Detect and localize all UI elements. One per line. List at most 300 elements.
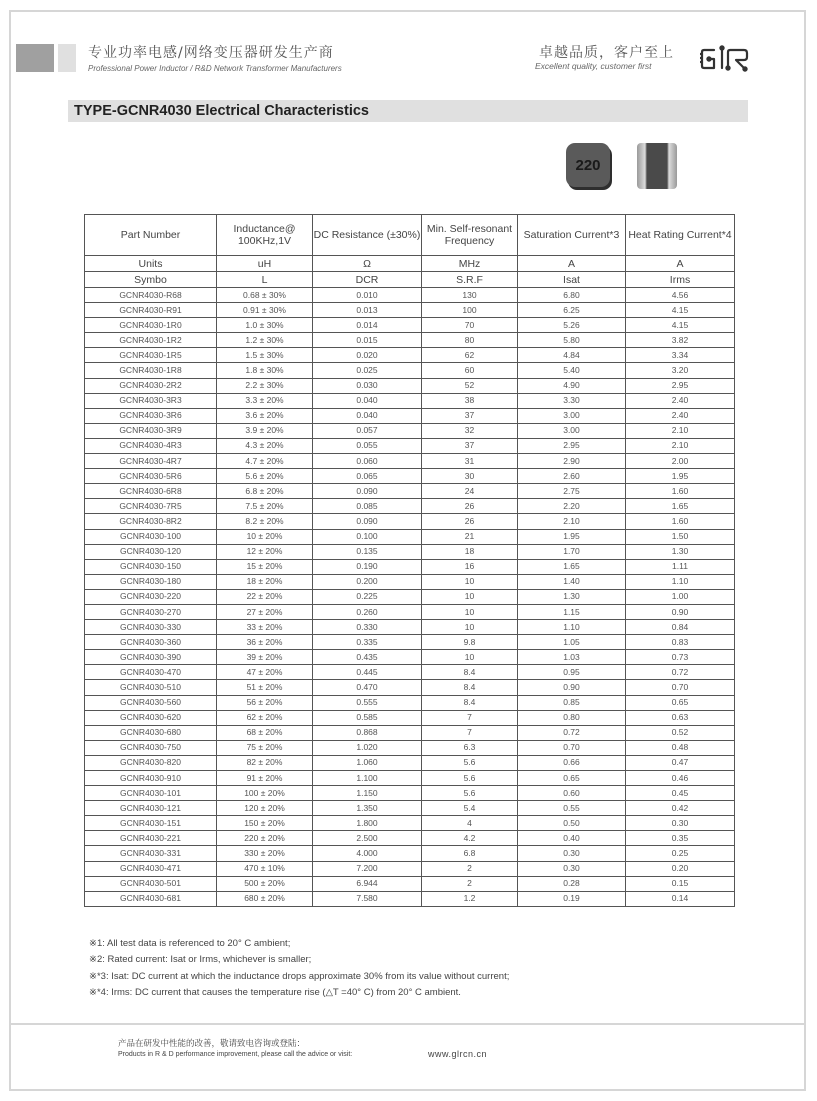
cell-dcr: 0.190: [313, 559, 422, 574]
cell-isat: 1.10: [518, 620, 626, 635]
cell-dcr: 1.800: [313, 816, 422, 831]
cell-part-number: GCNR4030-620: [85, 710, 217, 725]
cell-inductance: 39 ± 20%: [217, 650, 313, 665]
cell-irms: 4.15: [626, 318, 735, 333]
cell-inductance: 4.3 ± 20%: [217, 438, 313, 453]
cell-inductance: 68 ± 20%: [217, 725, 313, 740]
cell-irms: 0.15: [626, 876, 735, 891]
header-part-number: Part Number: [85, 215, 217, 256]
cell-part-number: GCNR4030-151: [85, 816, 217, 831]
table-row: [85, 363, 735, 378]
cell-irms: 0.90: [626, 604, 735, 619]
cell-srf: 8.4: [422, 665, 518, 680]
table-row: [85, 861, 735, 876]
cell-inductance: 0.91 ± 30%: [217, 303, 313, 318]
cell-inductance: 220 ± 20%: [217, 831, 313, 846]
unit-cell: A: [518, 256, 626, 272]
cell-inductance: 15 ± 20%: [217, 559, 313, 574]
cell-irms: 2.10: [626, 438, 735, 453]
cell-isat: 0.50: [518, 816, 626, 831]
cell-part-number: GCNR4030-680: [85, 725, 217, 740]
note-2: ※2: Rated current: Isat or Irms, whichever is smaller;: [89, 954, 312, 966]
table-row: [85, 408, 735, 423]
cell-isat: 0.19: [518, 891, 626, 906]
cell-inductance: 470 ± 10%: [217, 861, 313, 876]
cell-part-number: GCNR4030-820: [85, 755, 217, 770]
cell-part-number: GCNR4030-7R5: [85, 499, 217, 514]
cell-dcr: 0.585: [313, 710, 422, 725]
cell-inductance: 18 ± 20%: [217, 574, 313, 589]
cell-srf: 7: [422, 725, 518, 740]
table-row: [85, 438, 735, 453]
cell-inductance: 0.68 ± 30%: [217, 288, 313, 303]
table-row: [85, 710, 735, 725]
cell-srf: 16: [422, 559, 518, 574]
table-row: [85, 499, 735, 514]
table-row: [85, 318, 735, 333]
cell-srf: 62: [422, 348, 518, 363]
cell-dcr: 0.085: [313, 499, 422, 514]
cell-srf: 37: [422, 408, 518, 423]
table-row: [85, 876, 735, 891]
table-row: [85, 755, 735, 770]
cell-part-number: GCNR4030-750: [85, 740, 217, 755]
cell-part-number: GCNR4030-360: [85, 635, 217, 650]
cell-inductance: 62 ± 20%: [217, 710, 313, 725]
cell-part-number: GCNR4030-3R6: [85, 408, 217, 423]
cell-irms: 1.95: [626, 469, 735, 484]
cell-isat: 0.55: [518, 801, 626, 816]
cell-dcr: 0.020: [313, 348, 422, 363]
table-row: [85, 891, 735, 906]
cell-isat: 1.03: [518, 650, 626, 665]
table-row: [85, 846, 735, 861]
cell-dcr: 7.580: [313, 891, 422, 906]
cell-irms: 1.11: [626, 559, 735, 574]
cell-irms: 4.56: [626, 288, 735, 303]
cell-inductance: 82 ± 20%: [217, 755, 313, 770]
cell-isat: 5.80: [518, 333, 626, 348]
cell-inductance: 1.5 ± 30%: [217, 348, 313, 363]
cell-srf: 2: [422, 876, 518, 891]
header-dc-resistance: DC Resistance (±30%): [313, 215, 422, 256]
cell-dcr: 0.470: [313, 680, 422, 695]
cell-isat: 4.84: [518, 348, 626, 363]
cell-irms: 4.15: [626, 303, 735, 318]
cell-srf: 80: [422, 333, 518, 348]
table-row: [85, 454, 735, 469]
cell-dcr: 0.100: [313, 529, 422, 544]
cell-irms: 3.34: [626, 348, 735, 363]
symbol-cell: L: [217, 272, 313, 288]
table-row: [85, 725, 735, 740]
cell-isat: 0.90: [518, 680, 626, 695]
table-row: [85, 665, 735, 680]
cell-part-number: GCNR4030-330: [85, 620, 217, 635]
table-row: [85, 816, 735, 831]
symbol-cell: DCR: [313, 272, 422, 288]
cell-srf: 10: [422, 574, 518, 589]
cell-dcr: 6.944: [313, 876, 422, 891]
cell-part-number: GCNR4030-121: [85, 801, 217, 816]
cell-inductance: 500 ± 20%: [217, 876, 313, 891]
cell-inductance: 680 ± 20%: [217, 891, 313, 906]
cell-inductance: 330 ± 20%: [217, 846, 313, 861]
cell-inductance: 1.8 ± 30%: [217, 363, 313, 378]
cell-isat: 1.05: [518, 635, 626, 650]
cell-inductance: 5.6 ± 20%: [217, 469, 313, 484]
cell-srf: 10: [422, 620, 518, 635]
footer-text-cn: 产品在研发中性能的改善，敬请致电咨询或登陆：: [118, 1039, 306, 1049]
cell-irms: 0.14: [626, 891, 735, 906]
cell-dcr: 0.335: [313, 635, 422, 650]
cell-dcr: 7.200: [313, 861, 422, 876]
unit-cell: Ω: [313, 256, 422, 272]
cell-inductance: 3.6 ± 20%: [217, 408, 313, 423]
cell-isat: 4.90: [518, 378, 626, 393]
cell-isat: 3.00: [518, 408, 626, 423]
table-row: [85, 393, 735, 408]
cell-part-number: GCNR4030-180: [85, 574, 217, 589]
cell-dcr: 4.000: [313, 846, 422, 861]
cell-part-number: GCNR4030-1R8: [85, 363, 217, 378]
cell-inductance: 75 ± 20%: [217, 740, 313, 755]
table-row: [85, 680, 735, 695]
cell-irms: 0.70: [626, 680, 735, 695]
cell-srf: 21: [422, 529, 518, 544]
cell-isat: 2.10: [518, 514, 626, 529]
cell-irms: 0.73: [626, 650, 735, 665]
symbol-cell: Irms: [626, 272, 735, 288]
cell-dcr: 1.350: [313, 801, 422, 816]
cell-srf: 24: [422, 484, 518, 499]
cell-isat: 1.95: [518, 529, 626, 544]
symbol-cell: Isat: [518, 272, 626, 288]
table-row: [85, 620, 735, 635]
cell-inductance: 36 ± 20%: [217, 635, 313, 650]
cell-srf: 26: [422, 514, 518, 529]
table-row: [85, 544, 735, 559]
header-srf: Min. Self-resonant Frequency: [422, 215, 518, 256]
cell-inductance: 3.9 ± 20%: [217, 423, 313, 438]
glr-logo-icon: [700, 44, 752, 74]
cell-irms: 0.72: [626, 665, 735, 680]
cell-inductance: 1.0 ± 30%: [217, 318, 313, 333]
footer-text-en: Products in R & D performance improvement, please call the advice or visit:: [118, 1051, 353, 1058]
cell-part-number: GCNR4030-221: [85, 831, 217, 846]
cell-irms: 0.45: [626, 786, 735, 801]
cell-isat: 1.65: [518, 559, 626, 574]
header-inductance: Inductance@ 100KHz,1V: [217, 215, 313, 256]
cell-dcr: 1.100: [313, 771, 422, 786]
cell-part-number: GCNR4030-560: [85, 695, 217, 710]
cell-isat: 0.80: [518, 710, 626, 725]
cell-srf: 30: [422, 469, 518, 484]
table-units-row: [85, 256, 735, 272]
cell-dcr: 0.057: [313, 423, 422, 438]
cell-isat: 6.25: [518, 303, 626, 318]
cell-dcr: 0.055: [313, 438, 422, 453]
cell-part-number: GCNR4030-2R2: [85, 378, 217, 393]
slogan-cn: 卓越品质，客户至上: [539, 45, 674, 61]
cell-dcr: 0.225: [313, 589, 422, 604]
cell-dcr: 0.014: [313, 318, 422, 333]
unit-cell: MHz: [422, 256, 518, 272]
cell-isat: 1.15: [518, 604, 626, 619]
cell-isat: 0.65: [518, 771, 626, 786]
header-heat-rating-current: Heat Rating Current*4: [626, 215, 735, 256]
cell-part-number: GCNR4030-3R3: [85, 393, 217, 408]
cell-isat: 1.70: [518, 544, 626, 559]
cell-part-number: GCNR4030-6R8: [85, 484, 217, 499]
cell-srf: 10: [422, 589, 518, 604]
cell-dcr: 1.150: [313, 786, 422, 801]
cell-inductance: 1.2 ± 30%: [217, 333, 313, 348]
cell-dcr: 2.500: [313, 831, 422, 846]
cell-srf: 18: [422, 544, 518, 559]
cell-inductance: 10 ± 20%: [217, 529, 313, 544]
cell-irms: 0.48: [626, 740, 735, 755]
cell-inductance: 91 ± 20%: [217, 771, 313, 786]
cell-isat: 0.72: [518, 725, 626, 740]
cell-dcr: 0.330: [313, 620, 422, 635]
table-row: [85, 469, 735, 484]
cell-irms: 2.95: [626, 378, 735, 393]
cell-inductance: 4.7 ± 20%: [217, 454, 313, 469]
cell-irms: 0.84: [626, 620, 735, 635]
cell-srf: 5.6: [422, 771, 518, 786]
cell-inductance: 47 ± 20%: [217, 665, 313, 680]
unit-cell: Units: [85, 256, 217, 272]
cell-part-number: GCNR4030-501: [85, 876, 217, 891]
cell-irms: 0.63: [626, 710, 735, 725]
table-row: [85, 650, 735, 665]
cell-irms: 2.40: [626, 393, 735, 408]
header-saturation-current: Saturation Current*3: [518, 215, 626, 256]
cell-irms: 2.40: [626, 408, 735, 423]
cell-part-number: GCNR4030-471: [85, 861, 217, 876]
cell-srf: 1.2: [422, 891, 518, 906]
table-row: [85, 484, 735, 499]
cell-isat: 2.90: [518, 454, 626, 469]
cell-isat: 3.30: [518, 393, 626, 408]
table-row: [85, 695, 735, 710]
cell-dcr: 0.040: [313, 393, 422, 408]
table-header-row: [85, 215, 735, 256]
cell-dcr: 0.013: [313, 303, 422, 318]
cell-srf: 7: [422, 710, 518, 725]
notes: [89, 936, 509, 1001]
symbol-cell: S.R.F: [422, 272, 518, 288]
cell-srf: 6.3: [422, 740, 518, 755]
cell-inductance: 120 ± 20%: [217, 801, 313, 816]
cell-irms: 1.65: [626, 499, 735, 514]
cell-srf: 5.6: [422, 755, 518, 770]
table-row: [85, 771, 735, 786]
cell-srf: 4: [422, 816, 518, 831]
cell-inductance: 3.3 ± 20%: [217, 393, 313, 408]
cell-part-number: GCNR4030-270: [85, 604, 217, 619]
cell-irms: 1.60: [626, 484, 735, 499]
cell-srf: 130: [422, 288, 518, 303]
cell-inductance: 51 ± 20%: [217, 680, 313, 695]
cell-part-number: GCNR4030-390: [85, 650, 217, 665]
inductor-side-photo: [637, 143, 677, 189]
cell-part-number: GCNR4030-150: [85, 559, 217, 574]
cell-isat: 0.70: [518, 740, 626, 755]
cell-irms: 1.10: [626, 574, 735, 589]
cell-srf: 52: [422, 378, 518, 393]
cell-irms: 0.25: [626, 846, 735, 861]
cell-isat: 0.28: [518, 876, 626, 891]
cell-irms: 3.82: [626, 333, 735, 348]
cell-part-number: GCNR4030-3R9: [85, 423, 217, 438]
section-title: TYPE-GCNR4030 Electrical Characteristics: [74, 103, 369, 119]
cell-irms: 1.60: [626, 514, 735, 529]
note-4: ※*4: Irms: DC current that causes the temperature rise (△T =40° C) from 20° C ambient.: [89, 986, 461, 998]
cell-dcr: 0.868: [313, 725, 422, 740]
cell-srf: 8.4: [422, 680, 518, 695]
cell-part-number: GCNR4030-8R2: [85, 514, 217, 529]
cell-srf: 10: [422, 604, 518, 619]
cell-irms: 0.20: [626, 861, 735, 876]
note-3: ※*3: Isat: DC current at which the inductance drops approximate 30% from its value without current;: [89, 970, 510, 982]
cell-part-number: GCNR4030-4R3: [85, 438, 217, 453]
cell-isat: 1.30: [518, 589, 626, 604]
cell-inductance: 7.5 ± 20%: [217, 499, 313, 514]
cell-dcr: 0.030: [313, 378, 422, 393]
cell-isat: 0.85: [518, 695, 626, 710]
unit-cell: uH: [217, 256, 313, 272]
cell-irms: 1.50: [626, 529, 735, 544]
cell-srf: 37: [422, 438, 518, 453]
header-decor-block-light: [58, 44, 76, 72]
cell-part-number: GCNR4030-910: [85, 771, 217, 786]
electrical-characteristics-table: [84, 214, 735, 907]
unit-cell: A: [626, 256, 735, 272]
cell-irms: 0.47: [626, 755, 735, 770]
cell-isat: 5.26: [518, 318, 626, 333]
table-row: [85, 604, 735, 619]
table-row: [85, 303, 735, 318]
cell-dcr: 0.010: [313, 288, 422, 303]
cell-isat: 0.95: [518, 665, 626, 680]
cell-part-number: GCNR4030-100: [85, 529, 217, 544]
cell-isat: 2.20: [518, 499, 626, 514]
cell-srf: 6.8: [422, 846, 518, 861]
table-row: [85, 378, 735, 393]
cell-isat: 0.30: [518, 861, 626, 876]
cell-isat: 2.95: [518, 438, 626, 453]
table-row: [85, 423, 735, 438]
inductor-top-photo: [566, 143, 610, 187]
cell-dcr: 1.060: [313, 755, 422, 770]
table-row: [85, 348, 735, 363]
cell-isat: 0.60: [518, 786, 626, 801]
cell-inductance: 27 ± 20%: [217, 604, 313, 619]
company-tagline-en: Professional Power Inductor / R&D Network Transformer Manufacturers: [88, 64, 342, 73]
cell-part-number: GCNR4030-R91: [85, 303, 217, 318]
cell-irms: 0.35: [626, 831, 735, 846]
cell-srf: 5.6: [422, 786, 518, 801]
cell-srf: 100: [422, 303, 518, 318]
cell-isat: 0.40: [518, 831, 626, 846]
cell-dcr: 0.060: [313, 454, 422, 469]
cell-srf: 10: [422, 650, 518, 665]
cell-irms: 0.46: [626, 771, 735, 786]
cell-dcr: 0.015: [313, 333, 422, 348]
table-row: [85, 635, 735, 650]
cell-inductance: 100 ± 20%: [217, 786, 313, 801]
table-body: [85, 288, 735, 907]
cell-irms: 0.42: [626, 801, 735, 816]
cell-inductance: 6.8 ± 20%: [217, 484, 313, 499]
cell-dcr: 0.260: [313, 604, 422, 619]
cell-srf: 2: [422, 861, 518, 876]
cell-part-number: GCNR4030-1R0: [85, 318, 217, 333]
cell-inductance: 150 ± 20%: [217, 816, 313, 831]
cell-dcr: 0.090: [313, 484, 422, 499]
cell-inductance: 2.2 ± 30%: [217, 378, 313, 393]
cell-srf: 9.8: [422, 635, 518, 650]
cell-inductance: 56 ± 20%: [217, 695, 313, 710]
cell-irms: 0.30: [626, 816, 735, 831]
cell-dcr: 0.025: [313, 363, 422, 378]
cell-dcr: 0.135: [313, 544, 422, 559]
cell-part-number: GCNR4030-4R7: [85, 454, 217, 469]
cell-irms: 1.00: [626, 589, 735, 604]
cell-dcr: 0.040: [313, 408, 422, 423]
table-row: [85, 574, 735, 589]
cell-isat: 0.30: [518, 846, 626, 861]
cell-irms: 2.00: [626, 454, 735, 469]
cell-isat: 2.75: [518, 484, 626, 499]
table-row: [85, 801, 735, 816]
table-symbol-row: [85, 272, 735, 288]
cell-irms: 2.10: [626, 423, 735, 438]
cell-isat: 0.66: [518, 755, 626, 770]
inductor-marking: 220: [575, 156, 601, 174]
cell-part-number: GCNR4030-R68: [85, 288, 217, 303]
cell-isat: 2.60: [518, 469, 626, 484]
table-row: [85, 559, 735, 574]
note-1: ※1: All test data is referenced to 20° C ambient;: [89, 938, 291, 949]
cell-part-number: GCNR4030-5R6: [85, 469, 217, 484]
cell-srf: 4.2: [422, 831, 518, 846]
table-row: [85, 288, 735, 303]
cell-irms: 0.65: [626, 695, 735, 710]
cell-part-number: GCNR4030-1R2: [85, 333, 217, 348]
table-row: [85, 589, 735, 604]
cell-dcr: 0.445: [313, 665, 422, 680]
cell-isat: 6.80: [518, 288, 626, 303]
cell-dcr: 0.065: [313, 469, 422, 484]
cell-irms: 1.30: [626, 544, 735, 559]
cell-part-number: GCNR4030-120: [85, 544, 217, 559]
cell-part-number: GCNR4030-331: [85, 846, 217, 861]
cell-irms: 0.83: [626, 635, 735, 650]
footer-divider: [9, 1023, 806, 1025]
cell-part-number: GCNR4030-470: [85, 665, 217, 680]
cell-srf: 26: [422, 499, 518, 514]
cell-dcr: 0.555: [313, 695, 422, 710]
footer-website-link[interactable]: www.glrcn.cn: [428, 1049, 488, 1059]
cell-isat: 3.00: [518, 423, 626, 438]
cell-irms: 3.20: [626, 363, 735, 378]
header-decor-block-dark: [16, 44, 54, 72]
cell-isat: 1.40: [518, 574, 626, 589]
cell-part-number: GCNR4030-1R5: [85, 348, 217, 363]
